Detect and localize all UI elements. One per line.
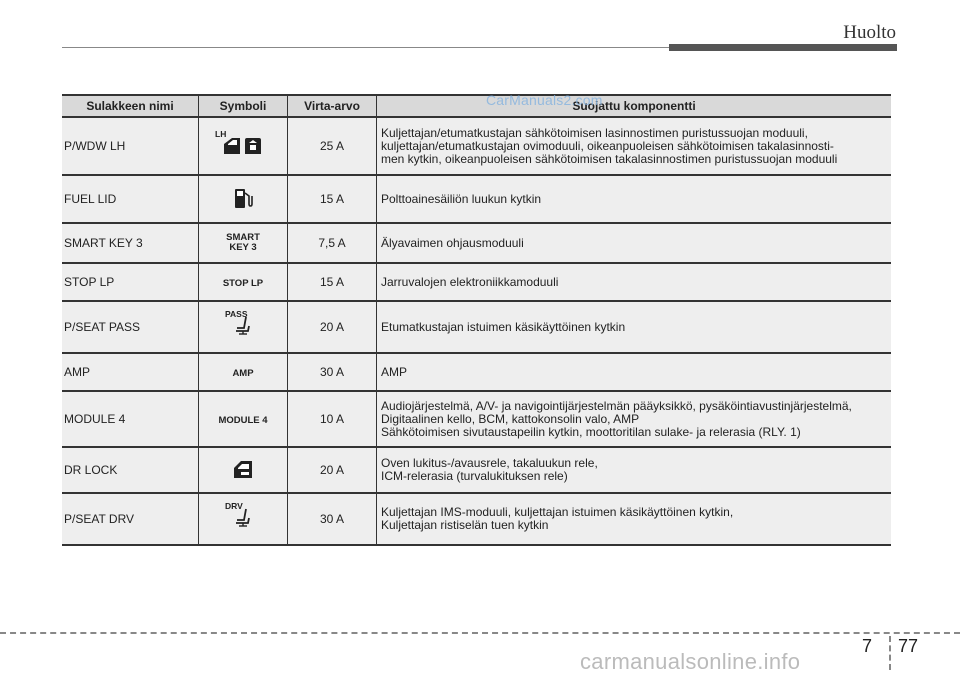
fuse-table-header-row [62,95,891,117]
door-lock-icon [232,459,254,479]
fuse-name: P/SEAT PASS [62,301,199,353]
seat-icon [225,308,253,337]
symbol-tag: PASS [225,308,248,319]
symbol-tag: LH [215,128,227,139]
symbol-text-line: SMART [226,232,260,243]
fuse-rating: 25 A [288,117,377,175]
table-row [62,175,891,223]
fuse-symbol [199,353,288,391]
symbol-tag: DRV [225,500,243,511]
symbol-text-line: STOP LP [222,277,264,289]
fuse-name: AMP [62,353,199,391]
protected-component [377,175,892,223]
fuse-name: FUEL LID [62,175,199,223]
fuel-pump-icon [233,187,253,209]
component-line: kuljettajan/etumatkustajan ovimoduuli, oikeanpuoleisen sähkötoimisen takalasinnosti- [381,138,834,153]
component-line: men kytkin, oikeanpuoleisen sähkötoimisen takalasinnostimen puristussuojan moduuli [381,151,838,166]
watermark-bottom: carmanualsonline.info [580,649,801,674]
fuse-table [62,94,891,546]
fuse-rating: 15 A [288,175,377,223]
fuse-name: STOP LP [62,263,199,301]
symbol-text [223,279,263,289]
table-row [62,391,891,447]
symbol-text [232,369,253,379]
fuse-name: SMART KEY 3 [62,223,199,263]
page-number-separator [889,636,892,670]
fuse-symbol [199,493,288,545]
column-header-fuse-name: Sulakkeen nimi [62,95,199,117]
component-line: Kuljettajan ristiselän tuen kytkin [381,518,549,532]
table-row [62,447,891,493]
symbol-text [226,233,260,253]
seat-icon [225,500,253,529]
fuse-rating: 15 A [288,263,377,301]
fuse-rating: 7,5 A [288,223,377,263]
protected-component [377,447,892,493]
protected-component [377,301,892,353]
table-row [62,493,891,545]
protected-component [377,493,892,545]
component-line: Kuljettajan IMS-moduuli, kuljettajan istuimen käsikäyttöinen kytkin, [381,505,734,519]
symbol-text-line: MODULE 4 [218,414,268,426]
chapter-number: 7 [862,636,873,656]
table-row [62,223,891,263]
header-bar [669,44,897,51]
fuse-name: MODULE 4 [62,391,199,447]
fuse-rating: 10 A [288,391,377,447]
component-line: Oven lukitus-/avausrele, takaluukun rele, [381,456,598,470]
power-window-icon [215,128,265,155]
fuse-symbol [199,447,288,493]
table-row [62,117,891,175]
table-row [62,301,891,353]
component-line: Audiojärjestelmä, A/V- ja navigointijärjestelmän pääyksikkö, pysäköintiavustinjärjestelmä, [381,398,852,413]
component-line: Polttoainesäiliön luukun kytkin [381,191,542,206]
footer-rule [0,632,960,634]
column-header-rating: Virta-arvo [288,95,377,117]
fuse-name: DR LOCK [62,447,199,493]
protected-component [377,263,892,301]
fuse-symbol [199,223,288,263]
component-line: Älyavaimen ohjausmoduuli [381,235,524,250]
component-line: ICM-relerasia (turvalukituksen rele) [381,469,568,483]
component-line: AMP [381,364,408,379]
fuse-rating: 30 A [288,493,377,545]
header-rule [62,47,669,48]
protected-component [377,353,892,391]
fuse-name: P/SEAT DRV [62,493,199,545]
column-header-symbol: Symboli [199,95,288,117]
page-header-title: Huolto [843,22,896,43]
component-line: Digitaalinen kello, BCM, kattokonsolin valo, AMP [381,411,640,426]
table-row [62,353,891,391]
page-number: 77 [898,636,919,656]
fuse-symbol [199,301,288,353]
component-line: Jarruvalojen elektroniikkamoduuli [381,274,559,289]
symbol-text [218,416,267,426]
fuse-rating: 20 A [288,447,377,493]
table-row [62,263,891,301]
symbol-text-line: KEY 3 [229,242,257,253]
watermark-top: CarManuals2.com [486,92,603,108]
component-line: Etumatkustajan istuimen käsikäyttöinen kytkin [381,319,626,334]
fuse-rating: 30 A [288,353,377,391]
fuse-name: P/WDW LH [62,117,199,175]
protected-component [377,223,892,263]
fuse-rating: 20 A [288,301,377,353]
fuse-symbol [199,117,288,175]
protected-component [377,391,892,447]
protected-component [377,117,892,175]
component-line: Kuljettajan/etumatkustajan sähkötoimisen lasinnostimen puristussuojan moduuli, [381,125,808,140]
fuse-table-body [62,117,891,545]
fuse-symbol [199,391,288,447]
component-line: Sähkötoimisen sivutaustapeilin kytkin, moottoritilan sulake- ja relerasia (RLY. 1) [381,424,801,439]
symbol-text-line: AMP [232,367,254,379]
fuse-symbol [199,263,288,301]
fuse-symbol [199,175,288,223]
column-header-protected-component: Suojattu komponentti [377,95,892,117]
